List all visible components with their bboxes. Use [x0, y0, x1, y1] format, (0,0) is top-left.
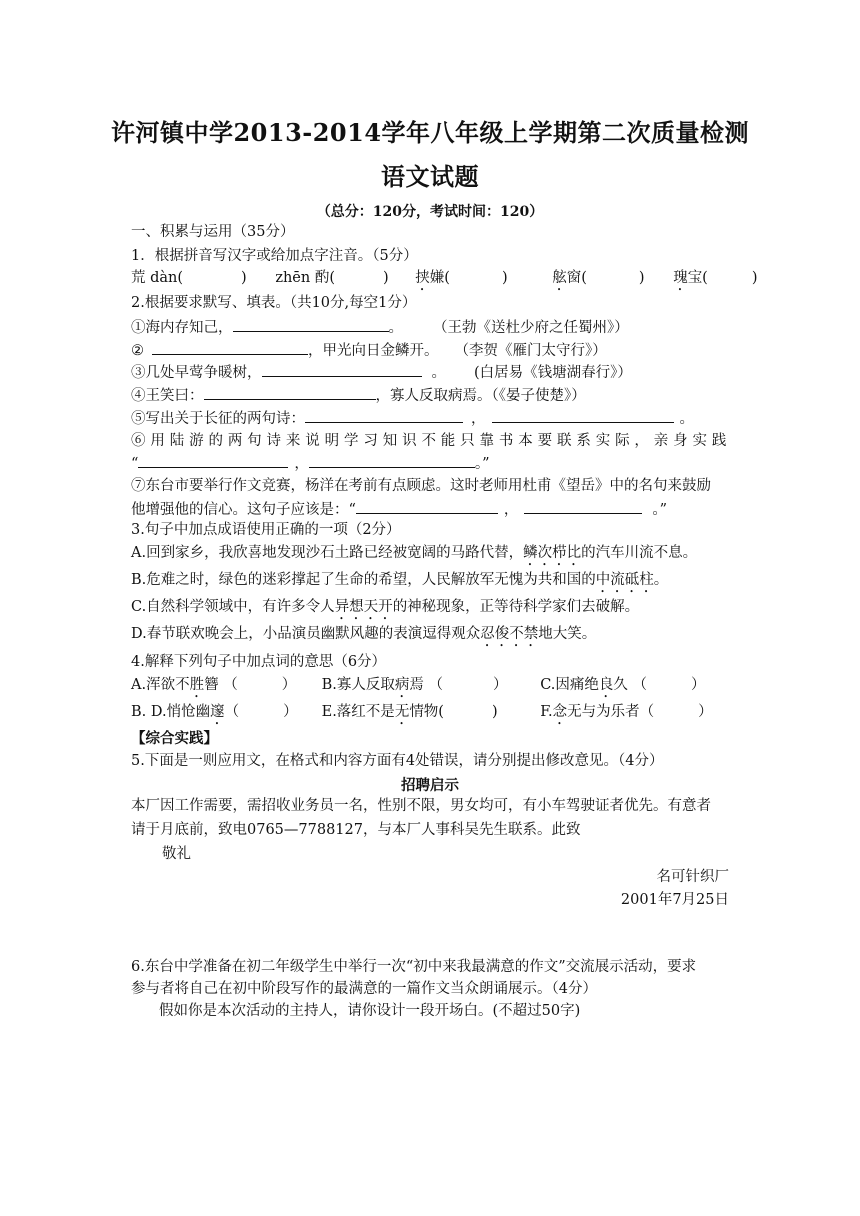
q4-stem: 4.解释下列句子中加点词的意思（6分） [131, 654, 387, 670]
q2-line2: ② ，甲光向日金鳞开。 （李贺《雁门太守行》） [131, 340, 607, 361]
q2-line3: ③几处早莺争暖树， 。 (白居易《钱塘湖春行》） [131, 362, 632, 383]
q6-line2: 参与者将自己在初中阶段写作的最满意的一篇作文当众朗诵展示。（4分） [131, 981, 597, 997]
section1-heading: 一、积累与运用（35分） [131, 224, 295, 240]
exam-subtitle: 语文试题 [381, 162, 479, 191]
q3-option-b: B.危难之时，绿色的迷彩撑起了生命的希望，人民解放军无愧为共和国的中流砥柱。 [131, 572, 669, 588]
notice-salutation: 敬礼 [162, 846, 191, 862]
q2-line5: ⑤写出关于长征的两句诗： ， 。 [131, 408, 694, 429]
notice-title: 招聘启示 [401, 777, 459, 794]
exam-title: 许河镇中学2013-2014学年八年级上学期第二次质量检测 [110, 118, 750, 147]
q1-items: 荒 dàn( ) zhēn 酌( ) 挟嫌( ) 舷窗( ) 瑰宝( ) [131, 270, 758, 286]
notice-body-line2: 请于月底前，致电0765—7788127，与本厂人事科吴先生联系。此致 [131, 822, 581, 838]
q3-option-d: D.春节联欢晚会上，小品演员幽默风趣的表演逗得观众忍俊不禁地大笑。 [131, 626, 597, 642]
q3-stem: 3.句子中加点成语使用正确的一项（2分） [131, 522, 401, 538]
notice-signature: 名可针织厂 [656, 869, 729, 885]
q3-option-a: A.回到家乡，我欣喜地发现沙石土路已经被宽阔的马路代替，鳞次栉比的汽车川流不息。 [131, 545, 698, 561]
q6-line3: 假如你是本次活动的主持人，请你设计一段开场白。(不超过50字) [159, 1003, 581, 1019]
q2-line4: ④王笑曰： ，寡人反取病焉。（《晏子使楚》） [131, 385, 586, 406]
q2-line7b: 他增强他的信心。这句子应该是：“ ， 。” [131, 499, 667, 520]
q2-line1: ①海内存知己， 。 （王勃《送杜少府之任蜀州》） [131, 317, 629, 338]
q2-stem: 2.根据要求默写、填表。（共10分,每空1分） [131, 295, 417, 311]
q3-option-c: C.自然科学领域中，有许多令人异想天开的神秘现象，正等待科学家们去破解。 [131, 599, 640, 615]
q5-stem: 5.下面是一则应用文，在格式和内容方面有4处错误，请分别提出修改意见。（4分） [131, 753, 664, 769]
score-info: （总分：120分，考试时间：120） [316, 204, 544, 220]
notice-body-line1: 本厂因工作需要，需招收业务员一名，性别不限，男女均可，有小车驾驶证者优先。有意者 [131, 798, 711, 814]
section2-heading: 【综合实践】 [131, 730, 218, 747]
q6-line1: 6.东台中学准备在初二年级学生中举行一次“初中来我最满意的作文”交流展示活动，要求 [131, 959, 697, 975]
q2-line6: ⑥用陆游的两句诗来说明学习知识不能只靠书本要联系实际，亲身实践 [131, 433, 729, 449]
q4-row1: A.浑欲不胜簪 （ ） B.寡人反取病焉 （ ） C.因痛绝良久 （ ） [131, 677, 706, 693]
q2-line6b: “ ， 。” [131, 453, 490, 474]
notice-date: 2001年7月25日 [620, 892, 729, 908]
q4-row2: B. D.悄怆幽邃（ ） E.落红不是无情物( ) F.念无与为乐者（ ） [131, 704, 713, 720]
q2-line7: ⑦东台市要举行作文竞赛，杨洋在考前有点顾虑。这时老师用杜甫《望岳》中的名句来鼓励 [131, 478, 711, 494]
q1-stem: 1．根据拼音写汉字或给加点字注音。（5分） [131, 248, 418, 264]
